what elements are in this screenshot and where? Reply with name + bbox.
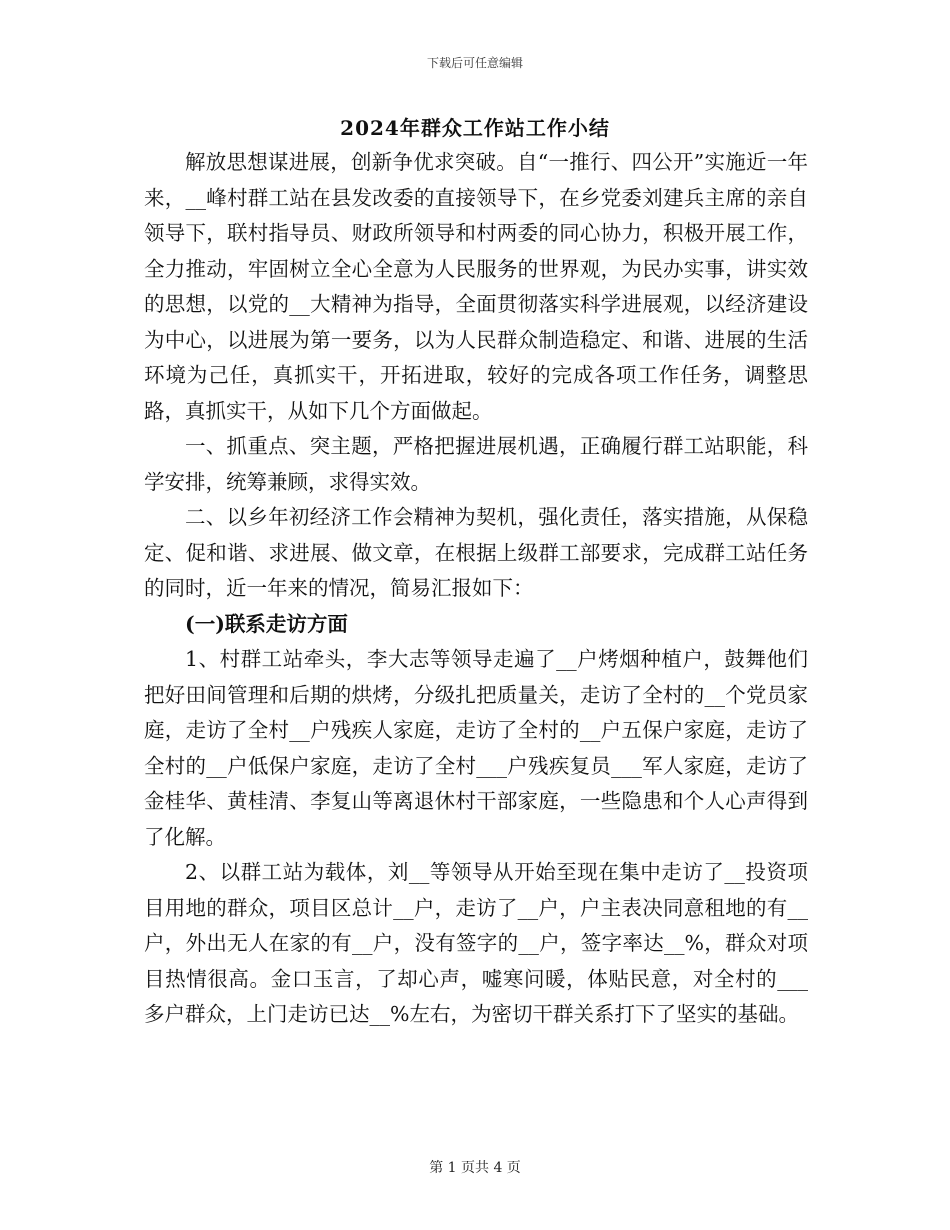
page-header: 下载后可任意编辑	[426, 56, 523, 70]
subheading-visits: (一)联系走访方面	[185, 611, 348, 636]
document-body	[144, 145, 808, 1033]
paragraph-item-2: 2、以群工站为载体，刘__等领导从开始至现在集中走访了__投资项目用地的群众，项目区总计__户，走访了__户，户主表决同意租地的有__户，外出无人在家的有__户，没有签字的__户，签字率达__%，群众对项目热情很高。金口玉言，了却心声，嘘寒问暖，体贴民意，对全村的___多户群众，上门走访已达__%左右，为密切干群关系打下了坚实的基础。	[144, 860, 808, 1026]
paragraph-item-1: 1、村群工站牵头，李大志等领导走遍了__户烤烟种植户，鼓舞他们把好田间管理和后期的烘烤，分级扎把质量关，走访了全村的__个党员家庭，走访了全村__户残疾人家庭，走访了全村的__户五保户家庭，走访了全村的__户低保户家庭，走访了全村___户残疾复员___军人家庭，走访了金桂华、黄桂清、李复山等离退休村干部家庭，一些隐患和个人心声得到了化解。	[144, 647, 808, 849]
paragraph-intro: 解放思想谋进展，创新争优求突破。自“一推行、四公开”实施近一年来，__峰村群工站在县发改委的直接领导下，在乡党委刘建兵主席的亲自领导下，联村指导员、财政所领导和村两委的同心协力，积极开展工作，全力推动，牢固树立全心全意为人民服务的世界观，为民办实事，讲实效的思想，以党的__大精神为指导，全面贯彻落实科学进展观，以经济建设为中心，以进展为第一要务，以为人民群众制造稳定、和谐、进展的生活环境为己任，真抓实干，开拓进取，较好的完成各项工作任务，调整思路，真抓实干，从如下几个方面做起。	[144, 150, 808, 423]
paragraph-section-2: 二、以乡年初经济工作会精神为契机，强化责任，落实措施，从保稳定、促和谐、求进展、做文章，在根据上级群工部要求，完成群工站任务的同时，近一年来的情况，简易汇报如下：	[144, 505, 808, 600]
page-footer: 第 1 页共 4 页	[429, 1160, 521, 1176]
paragraph-section-1: 一、抓重点、突主题，严格把握进展机遇，正确履行群工站职能，科学安排，统筹兼顾，求得实效。	[144, 434, 808, 494]
document-title: 2024年群众工作站工作小结	[340, 116, 610, 140]
